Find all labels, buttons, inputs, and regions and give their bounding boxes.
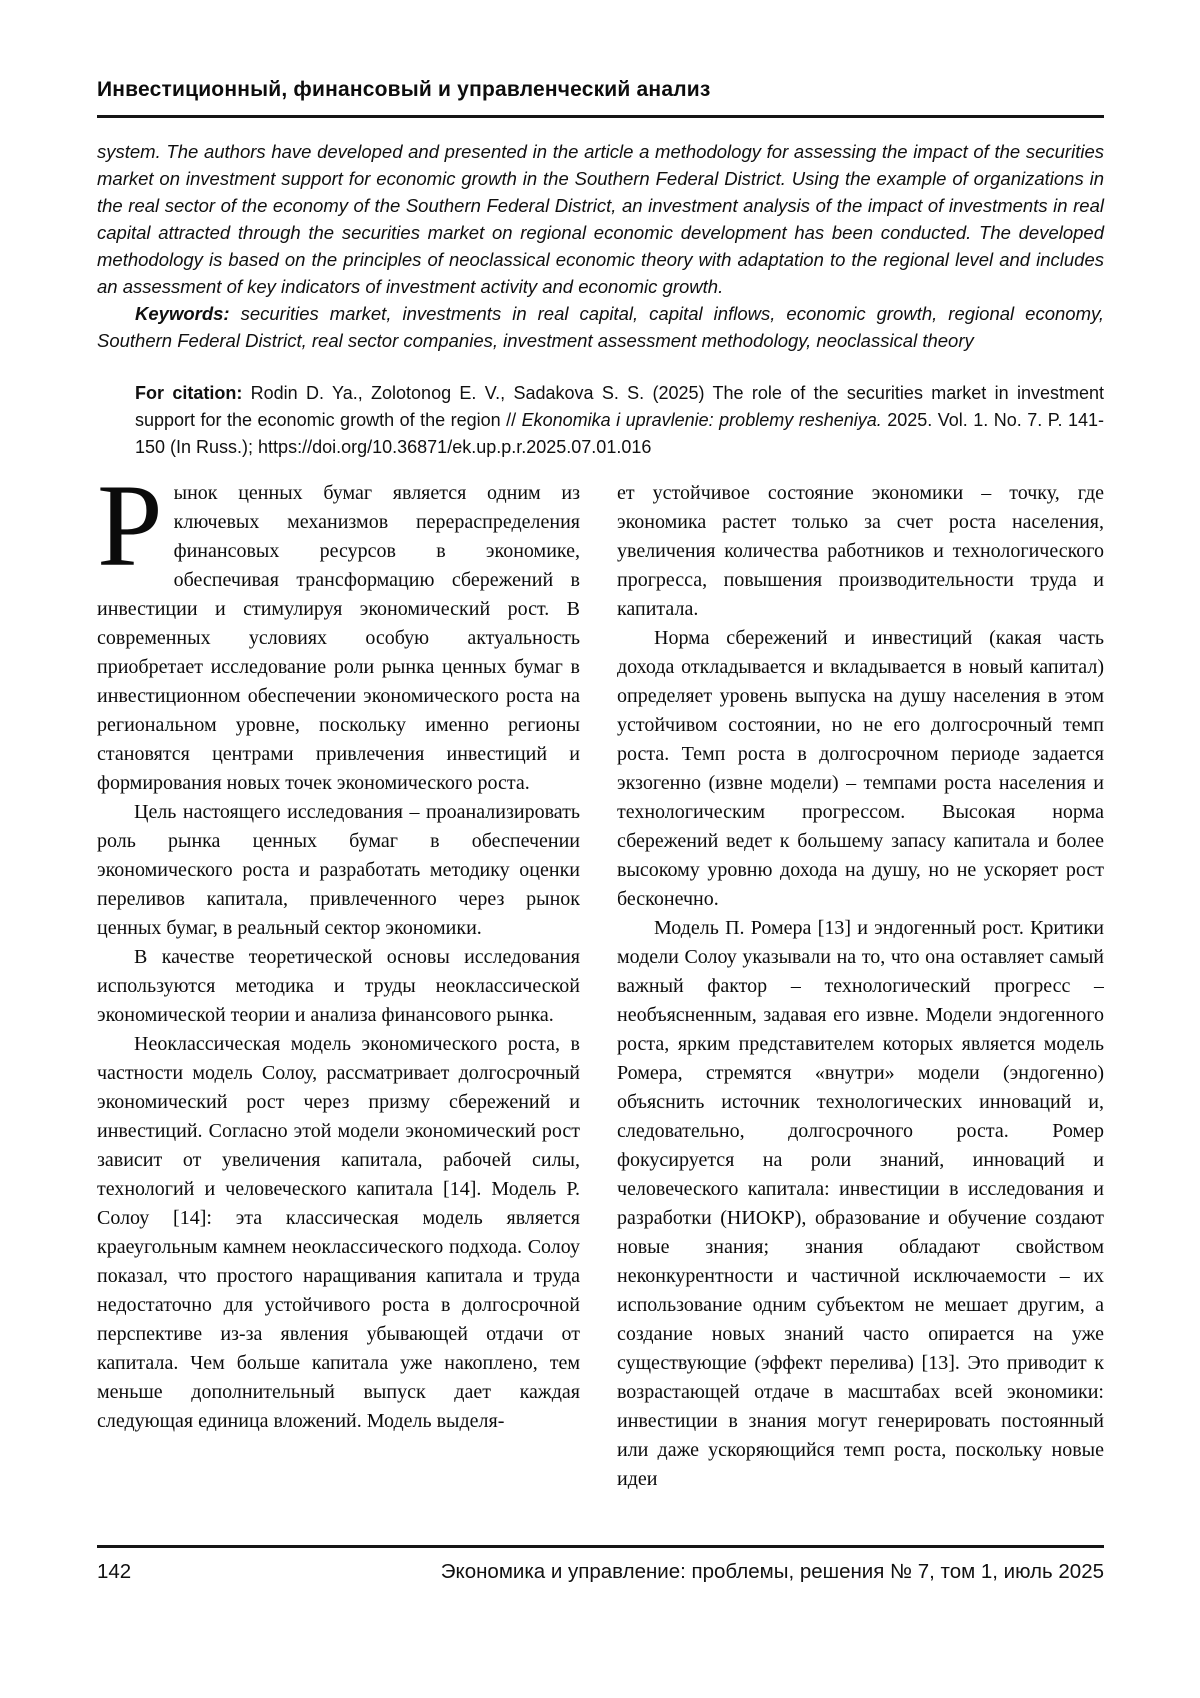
paragraph: Цель настоящего исследования – проанализировать роль рынка ценных бумаг в обеспечении экономического роста и разработать методику оценки переливов капитала, привлеченного через рынок ценных бумаг, в реальный сектор экономики. (97, 801, 580, 939)
paragraph-text: ынок ценных бумаг является одним из ключевых механизмов перераспределения финансовых ресурсов в экономике, обеспечивая трансформацию сбережений в инвестиции и стимулируя экономический рост. В современных условиях особую актуальность приобретает исследование роли рынка ценных бумаг в инвестиционном обеспечении экономического роста на региональном уровне, поскольку именно регионы становятся центрами привлечения инвестиций и формирования новых точек экономического роста. (97, 482, 580, 794)
header-rule (97, 115, 1104, 118)
citation-text-before-journal: Rodin D. Ya., Zolotonog E. V., Sadakova S. S. (2025) The role of the securities market in investment support for the economic growth of the region // (135, 383, 1104, 430)
citation-text-after-journal: 2025. Vol. 1. No. 7. P. 141-150 (In Russ.); https://doi.org/10.36871/ek.up.p.r.2025.07.01.016 (135, 410, 1104, 457)
right-column (617, 479, 1104, 1531)
citation-paragraph (135, 380, 1104, 461)
left-column (97, 479, 580, 1531)
paragraph-dropcap (97, 479, 580, 798)
footer-row (97, 1559, 1104, 1585)
citation-journal-name: Ekonomika i upravlenie: problemy resheniya. (521, 410, 882, 430)
footer-journal-line: Экономика и управление: проблемы, решения № 7, том 1, июль 2025 (440, 1560, 1104, 1583)
abstract-section (97, 138, 1104, 354)
keywords-label: Keywords: (135, 303, 230, 324)
paragraph: В качестве теоретической основы исследования используются методика и труды неоклассической экономической теории и анализа финансового рынка. (97, 946, 580, 1026)
paragraph: Норма сбережений и инвестиций (какая часть дохода откладывается и вкладывается в новый капитал) определяет уровень выпуска на душу населения в этом устойчивом состоянии, но не его долгосрочный темп роста. Темп роста в долгосрочном периоде задается экзогенно (извне модели) – темпами роста населения и технологическим прогрессом. Высокая норма сбережений ведет к большему запасу капитала и более высокому уровню дохода на душу, но не ускоряет рост бесконечно. (617, 627, 1104, 910)
body-columns (97, 479, 1104, 1531)
paragraph: Модель П. Ромера [13] и эндогенный рост. Критики модели Солоу указывали на то, что она оставляет самый важный фактор – технологический прогресс – необъясненным, задавая его извне. Модели эндогенного роста, ярким представителем которых является модель Ромера, стремятся «внутри» модели (эндогенно) объяснить источник технологических инноваций и, следовательно, долгосрочного роста. Ромер фокусируется на роли знаний, инноваций и человеческого капитала: инвестиции в исследования и разработки (НИОКР), образование и обучение создают новые знания; знания обладают свойством неконкурентности и частичной исключаемости – их использование одним субъектом не мешает другим, а создание новых знаний часто опирается на уже существующие (эффект перелива) [13]. Это приводит к возрастающей отдаче в масштабах всей экономики: инвестиции в знания могут генерировать постоянный или даже ускоряющийся темп роста, поскольку новые идеи (617, 917, 1104, 1490)
footer-rule (97, 1545, 1104, 1548)
page-header-title: Инвестиционный, финансовый и управленческий анализ (97, 78, 711, 101)
keywords-paragraph (97, 300, 1104, 354)
citation-label: For citation: (135, 383, 243, 403)
abstract-paragraph: system. The authors have developed and presented in the article a methodology for assessing the impact of the securities market on investment support for economic growth in the Southern Federal District. Using the example of organizations in the real sector of the economy of the Southern Federal District, an investment analysis of the impact of investments in real capital attracted through the securities market on regional economic development has been conducted. The developed methodology is based on the principles of neoclassical economic theory with adaptation to the regional level and includes an assessment of key indicators of investment activity and economic growth. (97, 141, 1104, 297)
keywords-text: securities market, investments in real capital, capital inflows, economic growth, regional economy, Southern Federal District, real sector companies, investment assessment methodology, neoclassical theory (97, 303, 1104, 351)
page-footer (97, 1545, 1104, 1585)
citation-block (135, 380, 1104, 461)
drop-cap: Р (97, 479, 163, 591)
footer-page-number: 142 (97, 1560, 132, 1583)
page-header (97, 78, 1104, 118)
paragraph: Неоклассическая модель экономического роста, в частности модель Солоу, рассматривает долгосрочный экономический рост через призму сбережений и инвестиций. Согласно этой модели экономический рост зависит от увеличения капитала, рабочей силы, технологий и человеческого капитала [14]. Модель Р. Солоу [14]: эта классическая модель является краеугольным камнем неоклассического подхода. Солоу показал, что простого наращивания капитала и труда недостаточно для устойчивого роста в долгосрочной перспективе из-за явления убывающей отдачи от капитала. Чем больше капитала уже накоплено, тем меньше дополнительный выпуск дает каждая следующая единица вложений. Модель выделя- (97, 1033, 580, 1432)
paragraph-continuation: ет устойчивое состояние экономики – точку, где экономика растет только за счет роста населения, увеличения количества работников и технологического прогресса, повышения производительности труда и капитала. (617, 482, 1104, 620)
